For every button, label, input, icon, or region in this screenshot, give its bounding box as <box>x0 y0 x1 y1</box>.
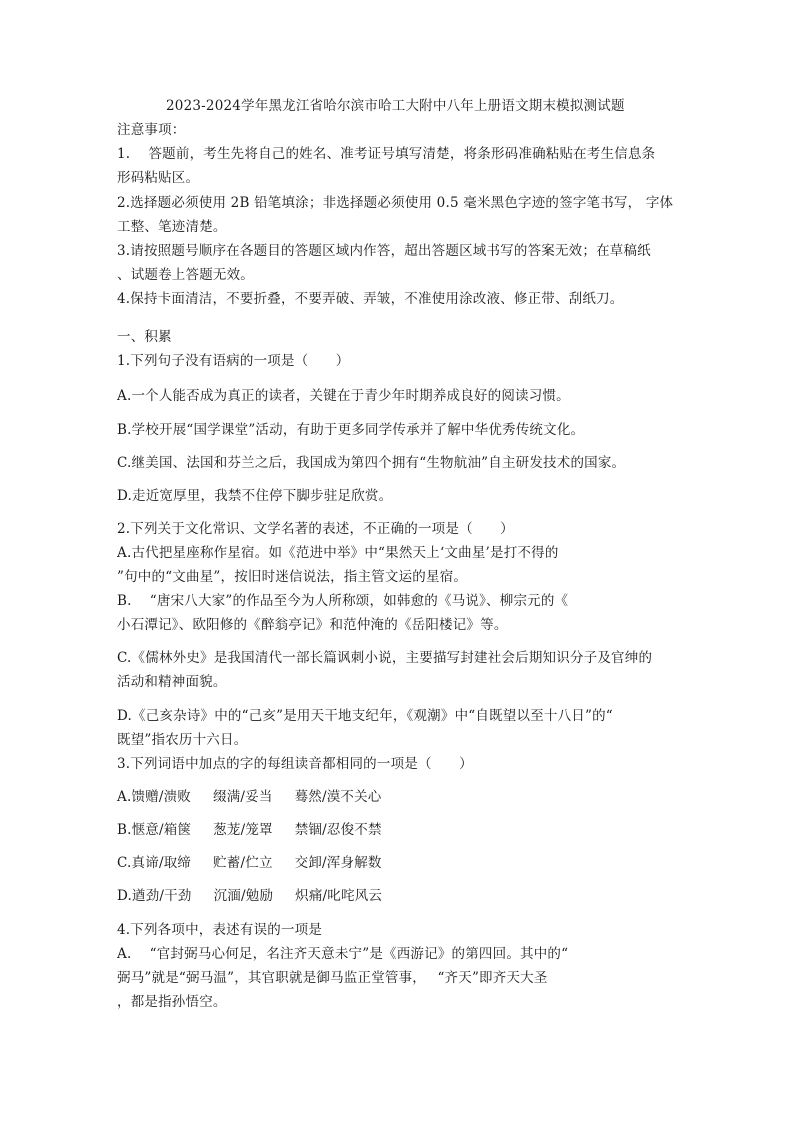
q3-d-word-1: D.遒劲/干劲 <box>117 888 192 904</box>
question-3-option-b <box>117 820 382 840</box>
page-title: 2023-2024学年黑龙江省哈尔滨市哈工大附中八年上册语文期末模拟测试题 <box>166 98 625 114</box>
question-3-stem: 3.下列词语中加点的字的每组读音都相同的一项是（ ） <box>117 756 473 772</box>
notice-item-2: 2.选择题必须使用 2B 铅笔填涂；非选择题必须使用 0.5 毫米黑色字迹的签字笔书写， 字体 <box>117 195 674 211</box>
q3-b-word-3: 禁锢/忍俊不禁 <box>294 822 382 838</box>
notice-item-3: 3.请按照题号顺序在各题目的答题区域内作答，超出答题区域书写的答案无效；在草稿纸 <box>117 243 651 259</box>
question-2-option-a-cont: ”句中的“文曲星”，按旧时迷信说法，指主管文运的星宿。 <box>117 569 468 585</box>
question-4-stem: 4.下列各项中，表述有误的一项是 <box>117 922 323 938</box>
question-2-option-d: D.《己亥杂诗》中的“己亥”是用天干地支纪年，《观潮》中“自既望以至十八日”的“ <box>117 708 613 724</box>
notice-item-1-cont: 形码粘贴区。 <box>117 170 200 186</box>
question-3-option-c <box>117 853 382 873</box>
q3-c-word-2: 贮蓄/伫立 <box>213 855 273 871</box>
question-4-option-a-cont: 弼马”就是“弼马温”，其官职就是御马监正堂管事， “齐天”即齐天大圣 <box>117 970 548 986</box>
question-3-option-d <box>117 886 382 906</box>
notice-item-1: 1. 答题前，考生先将自己的姓名、准考证号填写清楚，将条形码准确粘贴在考生信息条 <box>117 146 656 162</box>
question-2-option-c: C.《儒林外史》是我国清代一部长篇讽刺小说，主要描写封建社会后期知识分子及官绅的 <box>117 650 653 666</box>
question-2-option-a: A.古代把星座称作星宿。如《范进中举》中“果然天上‘文曲星’是打不得的 <box>117 545 559 561</box>
q3-b-word-1: B.惬意/箱箧 <box>117 822 192 838</box>
q3-b-word-2: 葱茏/笼罩 <box>213 822 273 838</box>
question-1-option-d: D.走近宽厚里，我禁不住停下脚步驻足欣赏。 <box>117 488 393 504</box>
question-2-option-b: B. “唐宋八大家”的作品至今为人所称颂，如韩愈的《马说》、柳宗元的《 <box>117 593 569 609</box>
question-1-option-b: B.学校开展“国学课堂”活动，有助于更多同学传承并了解中华优秀传统文化。 <box>117 422 585 438</box>
question-1-option-c: C.继美国、法国和芬兰之后，我国成为第四个拥有“生物航油”自主研发技术的国家。 <box>117 455 626 471</box>
section-heading: 一、积累 <box>117 329 172 345</box>
question-1-option-a: A.一个人能否成为真正的读者，关键在于青少年时期养成良好的阅读习惯。 <box>117 388 570 404</box>
question-4-option-a: A. “官封弼马心何足，名注齐天意未宁”是《西游记》的第四回。其中的“ <box>117 946 569 962</box>
q3-c-word-1: C.真谛/取缔 <box>117 855 192 871</box>
notice-item-4: 4.保持卡面清洁，不要折叠，不要弄破、弄皱，不准使用涂改液、修正带、刮纸刀。 <box>117 291 624 307</box>
question-2-stem: 2.下列关于文化常识、文学名著的表述，不正确的一项是（ ） <box>117 521 514 537</box>
q3-d-word-3: 炽痛/叱咤风云 <box>295 888 383 904</box>
question-1-stem: 1.下列句子没有语病的一项是（ ） <box>117 353 350 369</box>
q3-d-word-2: 沉湎/勉励 <box>213 888 274 904</box>
question-2-option-d-cont: 既望”指农历十六日。 <box>117 732 248 748</box>
notice-item-2-cont: 工整、笔迹清楚。 <box>117 219 227 235</box>
q3-a-word-3: 蓦然/漠不关心 <box>294 789 382 805</box>
notice-heading: 注意事项： <box>117 122 186 138</box>
question-4-option-a-end: ，都是指孙悟空。 <box>117 994 227 1010</box>
question-3-option-a <box>117 787 382 807</box>
question-2-option-b-cont: 小石潭记》、欧阳修的《醉翁亭记》和范仲淹的《岳阳楼记》等。 <box>117 617 508 633</box>
question-2-option-c-cont: 活动和精神面貌。 <box>117 674 227 690</box>
q3-c-word-3: 交卸/浑身解数 <box>294 855 382 871</box>
q3-a-word-2: 缀满/妥当 <box>213 789 273 805</box>
q3-a-word-1: A.馈赠/溃败 <box>117 789 191 805</box>
notice-item-3-cont: 、试题卷上答题无效。 <box>117 267 254 283</box>
